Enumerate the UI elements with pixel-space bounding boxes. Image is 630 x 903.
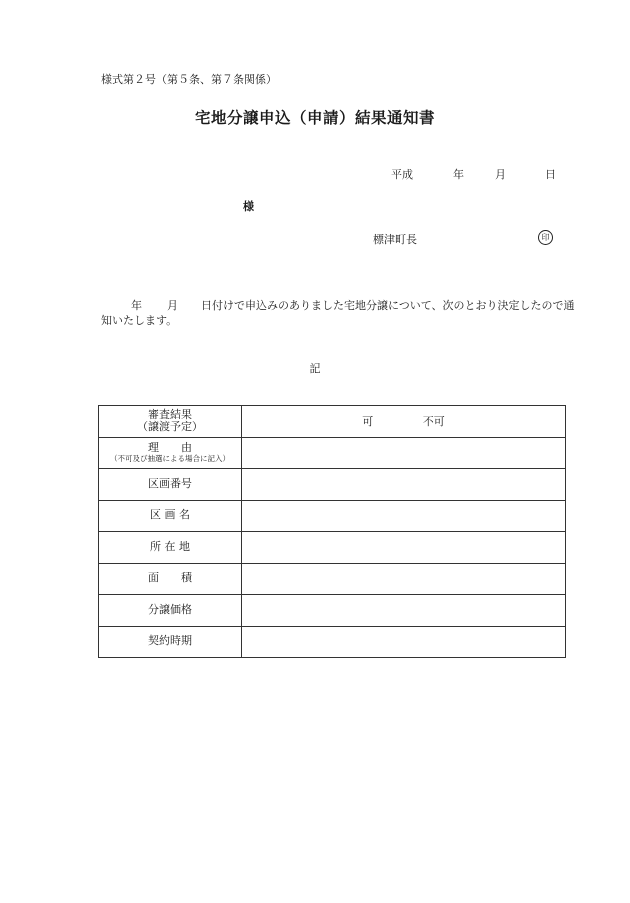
label-review-result: 審査結果	[148, 407, 192, 421]
table-row	[99, 532, 566, 564]
value-cell[interactable]	[242, 532, 566, 564]
label-cell	[99, 437, 242, 469]
seal-mark: 印	[538, 230, 553, 245]
label-reason-note: （不可及び抽選による場合に記入）	[110, 454, 230, 464]
date-era: 平成	[391, 168, 413, 181]
table-row	[99, 626, 566, 658]
issuer-name: 標津町長	[373, 233, 417, 246]
value-cell[interactable]	[242, 500, 566, 532]
result-table	[98, 405, 566, 658]
label-lot-name: 区 画 名	[99, 500, 242, 532]
body-text: 日付けで申込みのありました宅地分譲について、次のとおり決定したので通	[201, 299, 575, 312]
value-cell[interactable]	[242, 595, 566, 627]
body-paragraph-line2: 知いたします。	[101, 314, 178, 327]
table-row	[99, 406, 566, 438]
value-cell[interactable]	[242, 437, 566, 469]
date-month: 月	[495, 168, 506, 181]
label-review-result-sub: （譲渡予定）	[137, 420, 203, 434]
date-year: 年	[453, 168, 464, 181]
label-lot-number: 区画番号	[99, 469, 242, 501]
table-row	[99, 563, 566, 595]
label-reason: 理 由	[148, 440, 192, 454]
label-location: 所 在 地	[99, 532, 242, 564]
body-year: 年	[131, 299, 142, 312]
value-cell[interactable]	[242, 626, 566, 658]
value-cell[interactable]	[242, 563, 566, 595]
option-rejected[interactable]: 不可	[422, 415, 445, 429]
option-approved[interactable]: 可	[362, 415, 374, 429]
table-row	[99, 500, 566, 532]
addressee-suffix: 様	[243, 200, 254, 213]
document-title: 宅地分譲申込（申請）結果通知書	[194, 109, 435, 127]
ki-heading: 記	[309, 362, 321, 375]
form-number: 様式第２号（第５条、第７条関係）	[101, 73, 277, 86]
value-cell[interactable]	[242, 406, 566, 438]
label-contract-period: 契約時期	[99, 626, 242, 658]
table-row	[99, 469, 566, 501]
label-cell	[99, 406, 242, 438]
table-row	[99, 595, 566, 627]
body-month: 月	[167, 299, 178, 312]
date-day: 日	[545, 168, 556, 181]
label-area: 面 積	[99, 563, 242, 595]
label-price: 分譲価格	[99, 595, 242, 627]
table-row	[99, 437, 566, 469]
value-cell[interactable]	[242, 469, 566, 501]
